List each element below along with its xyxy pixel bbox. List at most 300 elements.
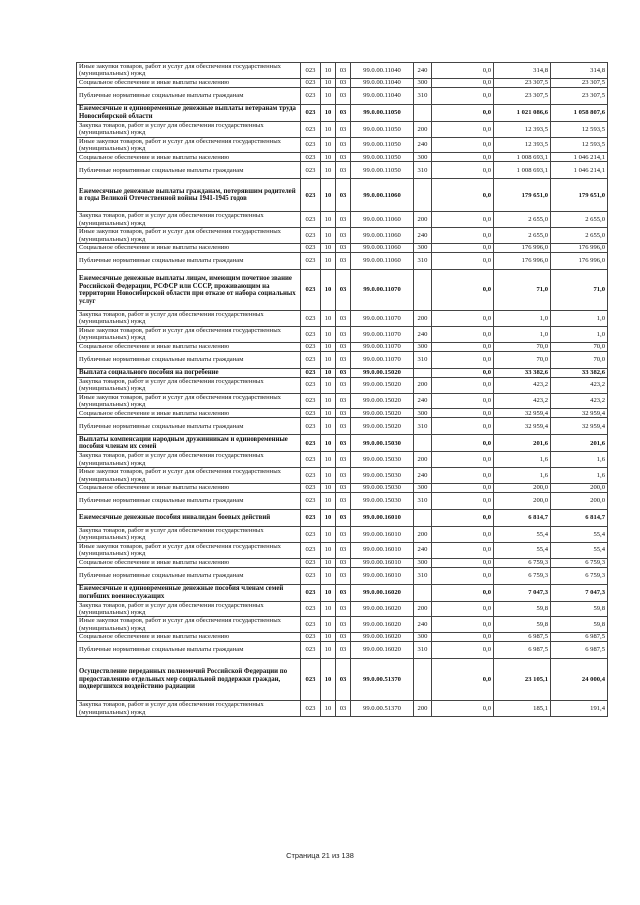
row-rz: 10 — [321, 244, 336, 253]
row-name: Ежемесячные денежные пособия инвалидам боевых действий — [77, 509, 301, 526]
row-vr: 300 — [414, 153, 432, 162]
row-csr: 99.0.00.11060 — [351, 253, 414, 270]
row-value-3: 200,0 — [551, 483, 608, 492]
row-value-1: 0,0 — [432, 558, 494, 567]
row-pr: 03 — [336, 87, 351, 104]
row-value-2: 12 393,5 — [494, 121, 551, 137]
row-value-1: 0,0 — [432, 368, 494, 377]
row-name: Публичные нормативные социальные выплаты гражданам — [77, 642, 301, 659]
row-pr: 03 — [336, 270, 351, 311]
row-value-1: 0,0 — [432, 542, 494, 558]
row-vr: 200 — [414, 526, 432, 542]
row-value-2: 6 987,5 — [494, 633, 551, 642]
row-ved: 023 — [301, 558, 321, 567]
row-value-3: 201,6 — [551, 435, 608, 452]
row-ved: 023 — [301, 351, 321, 368]
row-value-3: 1,0 — [551, 326, 608, 342]
row-value-3: 314,8 — [551, 63, 608, 79]
row-value-1: 0,0 — [432, 63, 494, 79]
row-value-3: 6 759,3 — [551, 567, 608, 584]
row-csr: 99.0.00.11040 — [351, 78, 414, 87]
row-csr: 99.0.00.11040 — [351, 87, 414, 104]
row-rz: 10 — [321, 468, 336, 484]
row-rz: 10 — [321, 584, 336, 601]
row-vr: 240 — [414, 542, 432, 558]
table-row — [77, 121, 608, 137]
row-pr: 03 — [336, 483, 351, 492]
row-value-2: 200,0 — [494, 492, 551, 509]
table-row — [77, 162, 608, 179]
row-value-1: 0,0 — [432, 351, 494, 368]
row-csr: 99.0.00.11050 — [351, 162, 414, 179]
row-value-2: 59,8 — [494, 601, 551, 617]
row-ved: 023 — [301, 483, 321, 492]
row-value-2: 176 996,0 — [494, 244, 551, 253]
row-csr: 99.0.00.16020 — [351, 617, 414, 633]
row-name: Иные закупки товаров, работ и услуг для обеспечения государственных (муниципальных) нужд — [77, 542, 301, 558]
row-value-1: 0,0 — [432, 244, 494, 253]
row-value-2: 1 008 693,1 — [494, 153, 551, 162]
row-value-2: 7 047,3 — [494, 584, 551, 601]
row-value-2: 23 307,5 — [494, 87, 551, 104]
table-row — [77, 617, 608, 633]
row-value-2: 33 382,6 — [494, 368, 551, 377]
row-pr: 03 — [336, 659, 351, 701]
row-value-2: 59,8 — [494, 617, 551, 633]
row-rz: 10 — [321, 633, 336, 642]
row-vr: 240 — [414, 393, 432, 409]
row-value-2: 185,1 — [494, 701, 551, 717]
row-value-2: 70,0 — [494, 342, 551, 351]
row-value-1: 0,0 — [432, 179, 494, 212]
table-row — [77, 483, 608, 492]
row-pr: 03 — [336, 617, 351, 633]
row-value-1: 0,0 — [432, 633, 494, 642]
row-value-2: 55,4 — [494, 526, 551, 542]
row-pr: 03 — [336, 642, 351, 659]
row-rz: 10 — [321, 137, 336, 153]
row-name: Публичные нормативные социальные выплаты гражданам — [77, 87, 301, 104]
row-value-1: 0,0 — [432, 253, 494, 270]
row-vr: 310 — [414, 642, 432, 659]
row-csr: 99.0.00.16020 — [351, 584, 414, 601]
row-ved: 023 — [301, 701, 321, 717]
row-value-3: 33 382,6 — [551, 368, 608, 377]
row-value-1: 0,0 — [432, 509, 494, 526]
row-name: Социальное обеспечение и иные выплаты населению — [77, 633, 301, 642]
table-row — [77, 558, 608, 567]
row-value-3: 1,6 — [551, 468, 608, 484]
table-row — [77, 601, 608, 617]
row-csr: 99.0.00.16010 — [351, 558, 414, 567]
row-value-2: 6 814,7 — [494, 509, 551, 526]
row-value-1: 0,0 — [432, 526, 494, 542]
row-csr: 99.0.00.15020 — [351, 368, 414, 377]
row-value-2: 2 655,0 — [494, 212, 551, 228]
row-value-3: 70,0 — [551, 342, 608, 351]
row-csr: 99.0.00.11070 — [351, 351, 414, 368]
row-pr: 03 — [336, 78, 351, 87]
row-vr: 240 — [414, 326, 432, 342]
table-row — [77, 492, 608, 509]
row-value-3: 24 000,4 — [551, 659, 608, 701]
row-value-2: 176 996,0 — [494, 253, 551, 270]
row-value-1: 0,0 — [432, 483, 494, 492]
row-rz: 10 — [321, 542, 336, 558]
table-row — [77, 452, 608, 468]
row-value-2: 6 759,3 — [494, 567, 551, 584]
row-vr: 300 — [414, 342, 432, 351]
row-csr: 99.0.00.11050 — [351, 121, 414, 137]
row-ved: 023 — [301, 311, 321, 327]
row-name: Закупка товаров, работ и услуг для обеспечения государственных (муниципальных) нужд — [77, 601, 301, 617]
row-vr: 200 — [414, 121, 432, 137]
row-value-3: 70,0 — [551, 351, 608, 368]
row-ved: 023 — [301, 468, 321, 484]
table-row — [77, 342, 608, 351]
row-value-1: 0,0 — [432, 642, 494, 659]
row-value-2: 6 987,5 — [494, 642, 551, 659]
row-rz: 10 — [321, 642, 336, 659]
row-csr: 99.0.00.11060 — [351, 179, 414, 212]
row-rz: 10 — [321, 567, 336, 584]
row-vr: 240 — [414, 617, 432, 633]
row-name: Публичные нормативные социальные выплаты гражданам — [77, 351, 301, 368]
table-row — [77, 253, 608, 270]
row-csr: 99.0.00.11070 — [351, 342, 414, 351]
table-row — [77, 701, 608, 717]
row-value-1: 0,0 — [432, 409, 494, 418]
row-name: Закупка товаров, работ и услуг для обеспечения государственных (муниципальных) нужд — [77, 701, 301, 717]
row-csr: 99.0.00.11060 — [351, 244, 414, 253]
row-rz: 10 — [321, 179, 336, 212]
row-csr: 99.0.00.11070 — [351, 326, 414, 342]
table-row — [77, 567, 608, 584]
row-rz: 10 — [321, 311, 336, 327]
row-ved: 023 — [301, 253, 321, 270]
row-csr: 99.0.00.16010 — [351, 509, 414, 526]
row-value-1: 0,0 — [432, 468, 494, 484]
row-value-1: 0,0 — [432, 492, 494, 509]
row-rz: 10 — [321, 326, 336, 342]
row-csr: 99.0.00.16020 — [351, 642, 414, 659]
row-value-3: 6 987,5 — [551, 642, 608, 659]
row-vr: 310 — [414, 253, 432, 270]
table-row — [77, 509, 608, 526]
row-value-3: 2 655,0 — [551, 212, 608, 228]
row-name: Иные закупки товаров, работ и услуг для обеспечения государственных (муниципальных) нужд — [77, 393, 301, 409]
row-value-2: 1,0 — [494, 326, 551, 342]
row-value-2: 314,8 — [494, 63, 551, 79]
table-row — [77, 244, 608, 253]
row-value-3: 200,0 — [551, 492, 608, 509]
table-row — [77, 584, 608, 601]
row-rz: 10 — [321, 526, 336, 542]
row-name: Выплата социального пособия на погребение — [77, 368, 301, 377]
row-ved: 023 — [301, 162, 321, 179]
table-row — [77, 642, 608, 659]
row-name: Ежемесячные денежные выплаты гражданам, потерявшим родителей в годы Великой Отечественной войны 1941-1945 годов — [77, 179, 301, 212]
row-ved: 023 — [301, 270, 321, 311]
row-value-1: 0,0 — [432, 121, 494, 137]
row-name: Социальное обеспечение и иные выплаты населению — [77, 244, 301, 253]
table-row — [77, 409, 608, 418]
row-pr: 03 — [336, 526, 351, 542]
row-value-1: 0,0 — [432, 162, 494, 179]
row-vr: 300 — [414, 409, 432, 418]
row-value-3: 1 058 807,6 — [551, 104, 608, 121]
row-csr: 99.0.00.11050 — [351, 153, 414, 162]
row-value-3: 6 759,3 — [551, 558, 608, 567]
row-value-1: 0,0 — [432, 342, 494, 351]
table-row — [77, 542, 608, 558]
row-rz: 10 — [321, 659, 336, 701]
row-ved: 023 — [301, 212, 321, 228]
table-row — [77, 377, 608, 393]
row-name: Социальное обеспечение и иные выплаты населению — [77, 153, 301, 162]
row-rz: 10 — [321, 162, 336, 179]
row-name: Закупка товаров, работ и услуг для обеспечения государственных (муниципальных) нужд — [77, 377, 301, 393]
row-rz: 10 — [321, 87, 336, 104]
row-vr — [414, 435, 432, 452]
row-pr: 03 — [336, 244, 351, 253]
row-name: Социальное обеспечение и иные выплаты населению — [77, 409, 301, 418]
row-vr: 300 — [414, 244, 432, 253]
row-pr: 03 — [336, 162, 351, 179]
row-ved: 023 — [301, 104, 321, 121]
row-value-2: 1,6 — [494, 452, 551, 468]
row-csr: 99.0.00.15020 — [351, 377, 414, 393]
row-ved: 023 — [301, 526, 321, 542]
row-rz: 10 — [321, 701, 336, 717]
row-value-3: 59,8 — [551, 601, 608, 617]
row-csr: 99.0.00.15030 — [351, 492, 414, 509]
row-csr: 99.0.00.11060 — [351, 228, 414, 244]
row-value-3: 1,0 — [551, 311, 608, 327]
row-rz: 10 — [321, 435, 336, 452]
row-value-1: 0,0 — [432, 567, 494, 584]
row-csr: 99.0.00.16010 — [351, 567, 414, 584]
budget-table — [76, 62, 608, 717]
row-value-2: 2 655,0 — [494, 228, 551, 244]
row-csr: 99.0.00.11050 — [351, 137, 414, 153]
row-value-1: 0,0 — [432, 137, 494, 153]
row-value-3: 6 814,7 — [551, 509, 608, 526]
table-row — [77, 368, 608, 377]
row-value-1: 0,0 — [432, 659, 494, 701]
row-name: Публичные нормативные социальные выплаты гражданам — [77, 567, 301, 584]
table-row — [77, 418, 608, 435]
row-pr: 03 — [336, 153, 351, 162]
row-ved: 023 — [301, 393, 321, 409]
table-row — [77, 153, 608, 162]
row-name: Ежемесячные и единовременные денежные выплаты ветеранам труда Новосибирской области — [77, 104, 301, 121]
row-rz: 10 — [321, 617, 336, 633]
row-name: Иные закупки товаров, работ и услуг для обеспечения государственных (муниципальных) нужд — [77, 617, 301, 633]
row-pr: 03 — [336, 104, 351, 121]
row-value-3: 1,6 — [551, 452, 608, 468]
row-name: Социальное обеспечение и иные выплаты населению — [77, 483, 301, 492]
row-vr: 200 — [414, 452, 432, 468]
table-row — [77, 212, 608, 228]
row-vr: 200 — [414, 311, 432, 327]
row-vr: 310 — [414, 87, 432, 104]
row-value-3: 423,2 — [551, 377, 608, 393]
row-value-2: 12 393,5 — [494, 137, 551, 153]
row-rz: 10 — [321, 153, 336, 162]
row-ved: 023 — [301, 452, 321, 468]
row-vr: 310 — [414, 492, 432, 509]
row-name: Закупка товаров, работ и услуг для обеспечения государственных (муниципальных) нужд — [77, 121, 301, 137]
row-vr: 300 — [414, 78, 432, 87]
row-rz: 10 — [321, 452, 336, 468]
table-row — [77, 351, 608, 368]
row-rz: 10 — [321, 212, 336, 228]
row-pr: 03 — [336, 253, 351, 270]
budget-table-body — [77, 63, 608, 717]
row-vr: 310 — [414, 351, 432, 368]
row-pr: 03 — [336, 342, 351, 351]
row-pr: 03 — [336, 393, 351, 409]
row-csr: 99.0.00.15020 — [351, 418, 414, 435]
row-rz: 10 — [321, 63, 336, 79]
row-ved: 023 — [301, 137, 321, 153]
table-row — [77, 137, 608, 153]
row-ved: 023 — [301, 642, 321, 659]
row-vr: 310 — [414, 162, 432, 179]
row-rz: 10 — [321, 377, 336, 393]
row-value-1: 0,0 — [432, 435, 494, 452]
row-vr — [414, 270, 432, 311]
table-row — [77, 633, 608, 642]
row-vr: 300 — [414, 633, 432, 642]
row-csr: 99.0.00.51370 — [351, 701, 414, 717]
row-name: Закупка товаров, работ и услуг для обеспечения государственных (муниципальных) нужд — [77, 452, 301, 468]
row-value-1: 0,0 — [432, 212, 494, 228]
row-rz: 10 — [321, 228, 336, 244]
row-pr: 03 — [336, 63, 351, 79]
row-value-2: 423,2 — [494, 393, 551, 409]
row-value-3: 71,0 — [551, 270, 608, 311]
row-value-1: 0,0 — [432, 377, 494, 393]
row-value-2: 70,0 — [494, 351, 551, 368]
budget-table-sheet — [76, 62, 607, 717]
row-pr: 03 — [336, 326, 351, 342]
row-value-2: 1 021 086,6 — [494, 104, 551, 121]
row-csr: 99.0.00.15030 — [351, 483, 414, 492]
row-ved: 023 — [301, 584, 321, 601]
row-pr: 03 — [336, 435, 351, 452]
row-rz: 10 — [321, 393, 336, 409]
row-pr: 03 — [336, 558, 351, 567]
table-row — [77, 435, 608, 452]
row-ved: 023 — [301, 244, 321, 253]
row-value-2: 200,0 — [494, 483, 551, 492]
row-vr: 300 — [414, 483, 432, 492]
row-rz: 10 — [321, 483, 336, 492]
row-value-2: 6 759,3 — [494, 558, 551, 567]
row-value-2: 423,2 — [494, 377, 551, 393]
row-csr: 99.0.00.15030 — [351, 435, 414, 452]
table-row — [77, 228, 608, 244]
row-name: Выплаты компенсации народным дружинникам и единовременные пособия членам их семей — [77, 435, 301, 452]
table-row — [77, 78, 608, 87]
row-csr: 99.0.00.16010 — [351, 542, 414, 558]
row-value-3: 55,4 — [551, 526, 608, 542]
row-ved: 023 — [301, 78, 321, 87]
row-rz: 10 — [321, 509, 336, 526]
row-csr: 99.0.00.15030 — [351, 452, 414, 468]
row-value-3: 176 996,0 — [551, 244, 608, 253]
row-ved: 023 — [301, 418, 321, 435]
row-value-3: 176 996,0 — [551, 253, 608, 270]
table-row — [77, 87, 608, 104]
table-row — [77, 270, 608, 311]
row-value-2: 1 008 693,1 — [494, 162, 551, 179]
row-pr: 03 — [336, 492, 351, 509]
row-vr: 240 — [414, 137, 432, 153]
row-pr: 03 — [336, 121, 351, 137]
row-value-2: 71,0 — [494, 270, 551, 311]
row-value-1: 0,0 — [432, 153, 494, 162]
row-value-1: 0,0 — [432, 418, 494, 435]
row-value-3: 179 651,0 — [551, 179, 608, 212]
row-value-3: 1 046 214,1 — [551, 153, 608, 162]
row-name: Закупка товаров, работ и услуг для обеспечения государственных (муниципальных) нужд — [77, 311, 301, 327]
row-pr: 03 — [336, 179, 351, 212]
row-ved: 023 — [301, 601, 321, 617]
row-vr — [414, 104, 432, 121]
row-value-3: 2 655,0 — [551, 228, 608, 244]
row-rz: 10 — [321, 78, 336, 87]
row-value-2: 1,0 — [494, 311, 551, 327]
row-ved: 023 — [301, 377, 321, 393]
row-vr: 200 — [414, 212, 432, 228]
row-vr — [414, 584, 432, 601]
row-rz: 10 — [321, 270, 336, 311]
row-name: Публичные нормативные социальные выплаты гражданам — [77, 253, 301, 270]
row-name: Социальное обеспечение и иные выплаты населению — [77, 342, 301, 351]
row-csr: 99.0.00.11060 — [351, 212, 414, 228]
row-value-2: 32 959,4 — [494, 418, 551, 435]
row-value-1: 0,0 — [432, 78, 494, 87]
row-pr: 03 — [336, 542, 351, 558]
row-pr: 03 — [336, 701, 351, 717]
row-value-3: 423,2 — [551, 393, 608, 409]
row-rz: 10 — [321, 368, 336, 377]
row-value-1: 0,0 — [432, 393, 494, 409]
row-pr: 03 — [336, 468, 351, 484]
row-rz: 10 — [321, 351, 336, 368]
row-vr — [414, 509, 432, 526]
row-name: Закупка товаров, работ и услуг для обеспечения государственных (муниципальных) нужд — [77, 212, 301, 228]
row-value-2: 1,6 — [494, 468, 551, 484]
row-pr: 03 — [336, 633, 351, 642]
row-vr: 200 — [414, 377, 432, 393]
row-rz: 10 — [321, 558, 336, 567]
row-csr: 99.0.00.15030 — [351, 468, 414, 484]
row-ved: 023 — [301, 567, 321, 584]
row-ved: 023 — [301, 368, 321, 377]
table-row — [77, 526, 608, 542]
row-name: Осуществление переданных полномочий Российской Федерации по предоставлению отдельных мер социальной поддержки граждан, подвергшихся воздействию радиации — [77, 659, 301, 701]
row-value-3: 1 046 214,1 — [551, 162, 608, 179]
row-value-1: 0,0 — [432, 601, 494, 617]
row-value-2: 32 959,4 — [494, 409, 551, 418]
table-row — [77, 104, 608, 121]
row-rz: 10 — [321, 342, 336, 351]
row-pr: 03 — [336, 137, 351, 153]
